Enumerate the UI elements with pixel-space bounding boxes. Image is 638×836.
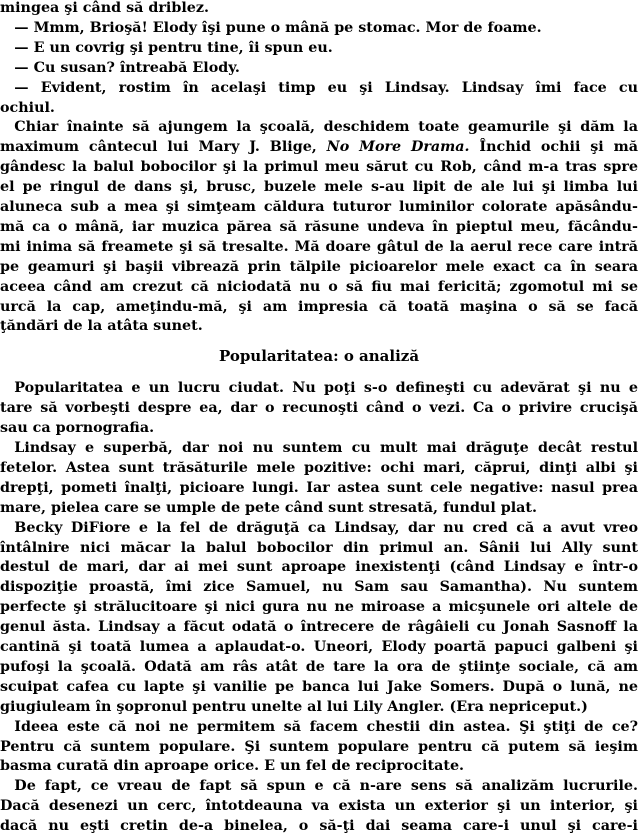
text-line: Dacă desenezi un cerc, întotdeauna va exista un exterior şi un interior, şi [0,798,638,815]
text-line: destul de mari, dar ai mei sunt aproape inexistenţi (când Lindsay e într-o [0,559,638,576]
text-line: mingea şi când să driblez. [0,0,209,16]
text-line: perfecte şi strălucitoare şi nici gura nu ne miroase a micşunele ori altele de [0,599,638,616]
text-line: el pe ringul de dans şi, brusc, buzele mele s-au lipit de ale lui şi limba lui [0,179,638,196]
text-line: dispoziţie proastă, îmi zice Samuel, nu Sam sau Samantha). Nu suntem [0,579,638,596]
italic-song-title: No More Drama. [326,139,470,156]
text-line: ochiul. [0,99,55,116]
text-line: Chiar înainte să ajungem la şcoală, deschidem toate geamurile şi dăm la [0,119,638,136]
text-line: mare, pielea care se umple de pete când sunt stresată, fundul plat. [0,499,538,516]
text-line: mi inima să freamete şi să tresalte. Mă doare gâtul de la aerul rece care intră [0,238,638,255]
text-line: întâlnire nici măcar la balul bobocilor din primul an. Sânii lui Ally sunt [0,539,638,556]
text-line: sau ca pornografia. [0,420,155,437]
text-line: dacă nu eşti cretin de-a binelea, o să-ţi dai seama care-i unul şi care-i [0,818,638,835]
text-line: De fapt, ce vreau de fapt să spun e că n-are sens să analizăm lucrurile. [0,778,638,795]
text-line: scuipat cafea cu lapte şi vanilie pe banca lui Jake Somers. După o lună, ne [0,678,638,695]
text-line: fetelor. Astea sunt trăsăturile mele pozitive: ochi mari, căprui, dinţi albi şi [0,459,638,476]
text-line: giugiuleam în şopronul pentru unelte al lui Lily Angler. (Era nepriceput.) [0,698,588,715]
text-line: urcă la cap, ameţindu-mă, şi am impresia că toată maşina o să se facă [0,298,638,315]
text-line: — E un covrig şi pentru tine, îi spun eu. [0,39,333,56]
text-line: pufoşi la şcoală. Odată am râs atât de tare la ora de ştiinţe sociale, că am [0,658,638,675]
text-line: aluneca sub a mea şi simţeam căldura tuturor luminilor colorate apăsându- [0,199,638,215]
text-line: Popularitatea e un lucru ciudat. Nu poţi s-o defineşti cu adevărat şi nu e [0,380,638,397]
text-line: Pentru că suntem populare. Şi suntem populare pentru că putem să ieşim [0,738,638,755]
text-line: Ideea este că noi ne permitem să facem chestii din astea. Şi ştiţi de ce? [0,718,638,735]
text-segment: maximum cântecul lui Mary J. Blige, [0,139,327,156]
text-line: Lindsay e superbă, dar noi nu suntem cu mult mai drăguţe decât restul [0,440,638,456]
section-heading: Popularitatea: o analiză [218,347,420,366]
text-line: Becky DiFiore e la fel de drăguţă ca Lindsay, dar nu cred că a avut vreo [0,519,638,536]
text-line: — Evident, rostim în acelaşi timp eu şi Lindsay. Lindsay îmi face cu [0,79,638,96]
text-line: — Cu susan? întreabă Elody. [0,59,240,76]
text-line: mă ca o mână, iar muzica părea să răsune undeva în pieptul meu, făcându- [0,218,638,235]
text-line: pe geamuri şi başii vibrează prin tălpile picioarelor mele exact ca în seara [0,258,638,275]
text-line: gândesc la balul bobocilor şi la primul meu sărut cu Rob, când m-a tras spre [0,159,638,176]
text-line: genul ăsta. Lindsay a făcut odată o întrecere de râgâieli cu Jonah Sasnoff la [0,619,638,636]
text-line: basma curată din aproape orice. E un fel de reciprocitate. [0,758,465,775]
text-line: — Mmm, Brioşă! Elody îşi pune o mână pe stomac. Mor de foame. [0,19,542,36]
text-line: drepţi, pometi înalţi, picioare lungi. Iar astea sunt cele negative: nasul prea [0,479,638,496]
text-line: aceea când am crezut că niciodată nu o să fiu mai fericită; zgomotul mi se [0,278,638,295]
text-line [0,137,638,157]
text-line: cantină şi toată lumea a aplaudat-o. Uneori, Elody poartă papuci galbeni şi [0,639,638,655]
text-line: ţăndări de la atâta sunet. [0,318,203,335]
text-segment: Închid ochii şi mă [469,139,638,156]
text-line: tare să vorbeşti despre ea, dar o recunoşti când o vezi. Ca o privire crucişă [0,400,638,417]
